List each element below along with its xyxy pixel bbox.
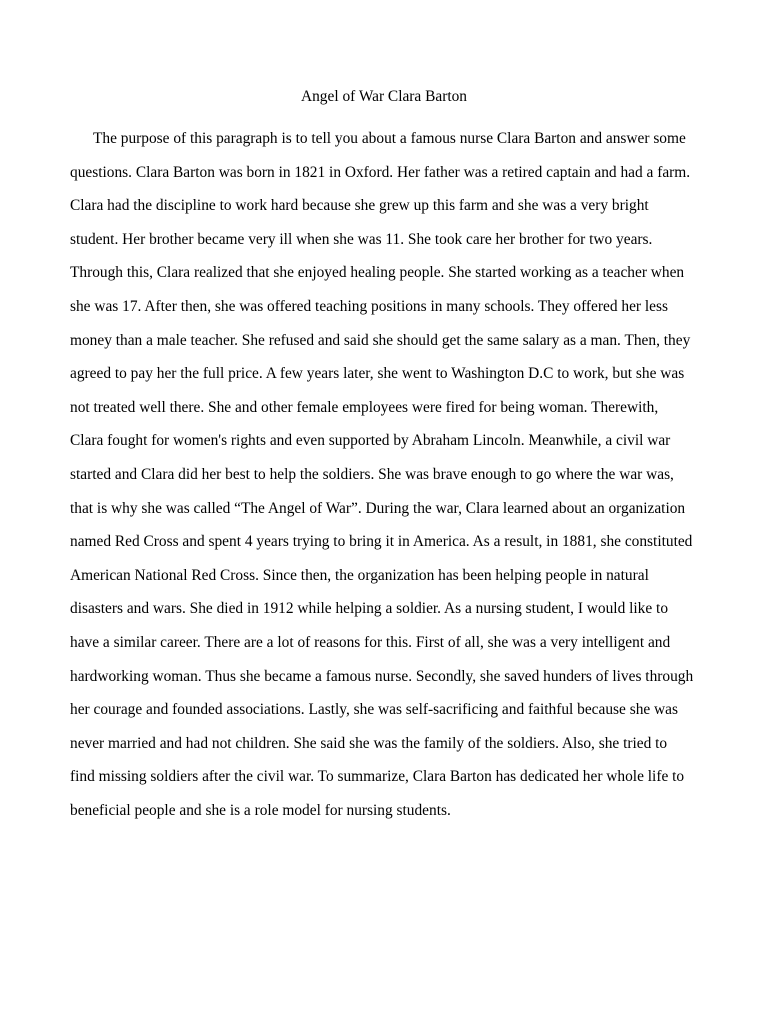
paragraph-line: never married and had not children. She said she was the family of the soldiers. Also, she tried to (70, 734, 668, 752)
paragraph-line: student. Her brother became very ill when she was 11. She took care her brother for two years. (70, 230, 653, 248)
paragraph-line: questions. Clara Barton was born in 1821 in Oxford. Her father was a retired captain and had a farm. (70, 163, 691, 181)
paragraph-line: money than a male teacher. She refused and said she should get the same salary as a man. Then, they (70, 331, 691, 349)
paragraph-line: American National Red Cross. Since then, the organization has been helping people in natural (70, 566, 649, 584)
paragraph-line: her courage and founded associations. Lastly, she was self-sacrificing and faithful because she was (70, 701, 678, 719)
paragraph-line: hardworking woman. Thus she became a famous nurse. Secondly, she saved hunders of lives through (70, 667, 694, 685)
paragraph-line: that is why she was called “The Angel of War”. During the war, Clara learned about an organization (70, 499, 686, 517)
paragraph-line: she was 17. After then, she was offered teaching positions in many schools. They offered her less (70, 297, 668, 315)
paragraph-line: disasters and wars. She died in 1912 while helping a soldier. As a nursing student, I would like to (70, 600, 669, 618)
paragraph-line: named Red Cross and spent 4 years trying to bring it in America. As a result, in 1881, she constituted (70, 533, 693, 551)
paragraph-line: not treated well there. She and other female employees were fired for being woman. Therewith, (70, 398, 659, 416)
paragraph-line: Clara had the discipline to work hard because she grew up this farm and she was a very bright (70, 197, 649, 215)
paragraph-line: have a similar career. There are a lot of reasons for this. First of all, she was a very intelligent and (70, 633, 671, 651)
paragraph-line: agreed to pay her the full price. A few years later, she went to Washington D.C to work, but she was (70, 365, 685, 383)
paragraph-line: The purpose of this paragraph is to tell you about a famous nurse Clara Barton and answer some (93, 130, 686, 147)
paragraph-line: started and Clara did her best to help the soldiers. She was brave enough to go where the war was, (70, 465, 674, 483)
paragraph-line: Clara fought for women's rights and even supported by Abraham Lincoln. Meanwhile, a civil war (70, 432, 671, 450)
essay-paragraph (70, 127, 710, 832)
paragraph-line: beneficial people and she is a role model for nursing students. (70, 801, 451, 819)
paragraph-line: find missing soldiers after the civil war. To summarize, Clara Barton has dedicated her whole life to (70, 768, 685, 786)
paragraph-line: Through this, Clara realized that she enjoyed healing people. She started working as a teacher when (70, 264, 685, 282)
document-title: Angel of War Clara Barton (300, 88, 467, 105)
